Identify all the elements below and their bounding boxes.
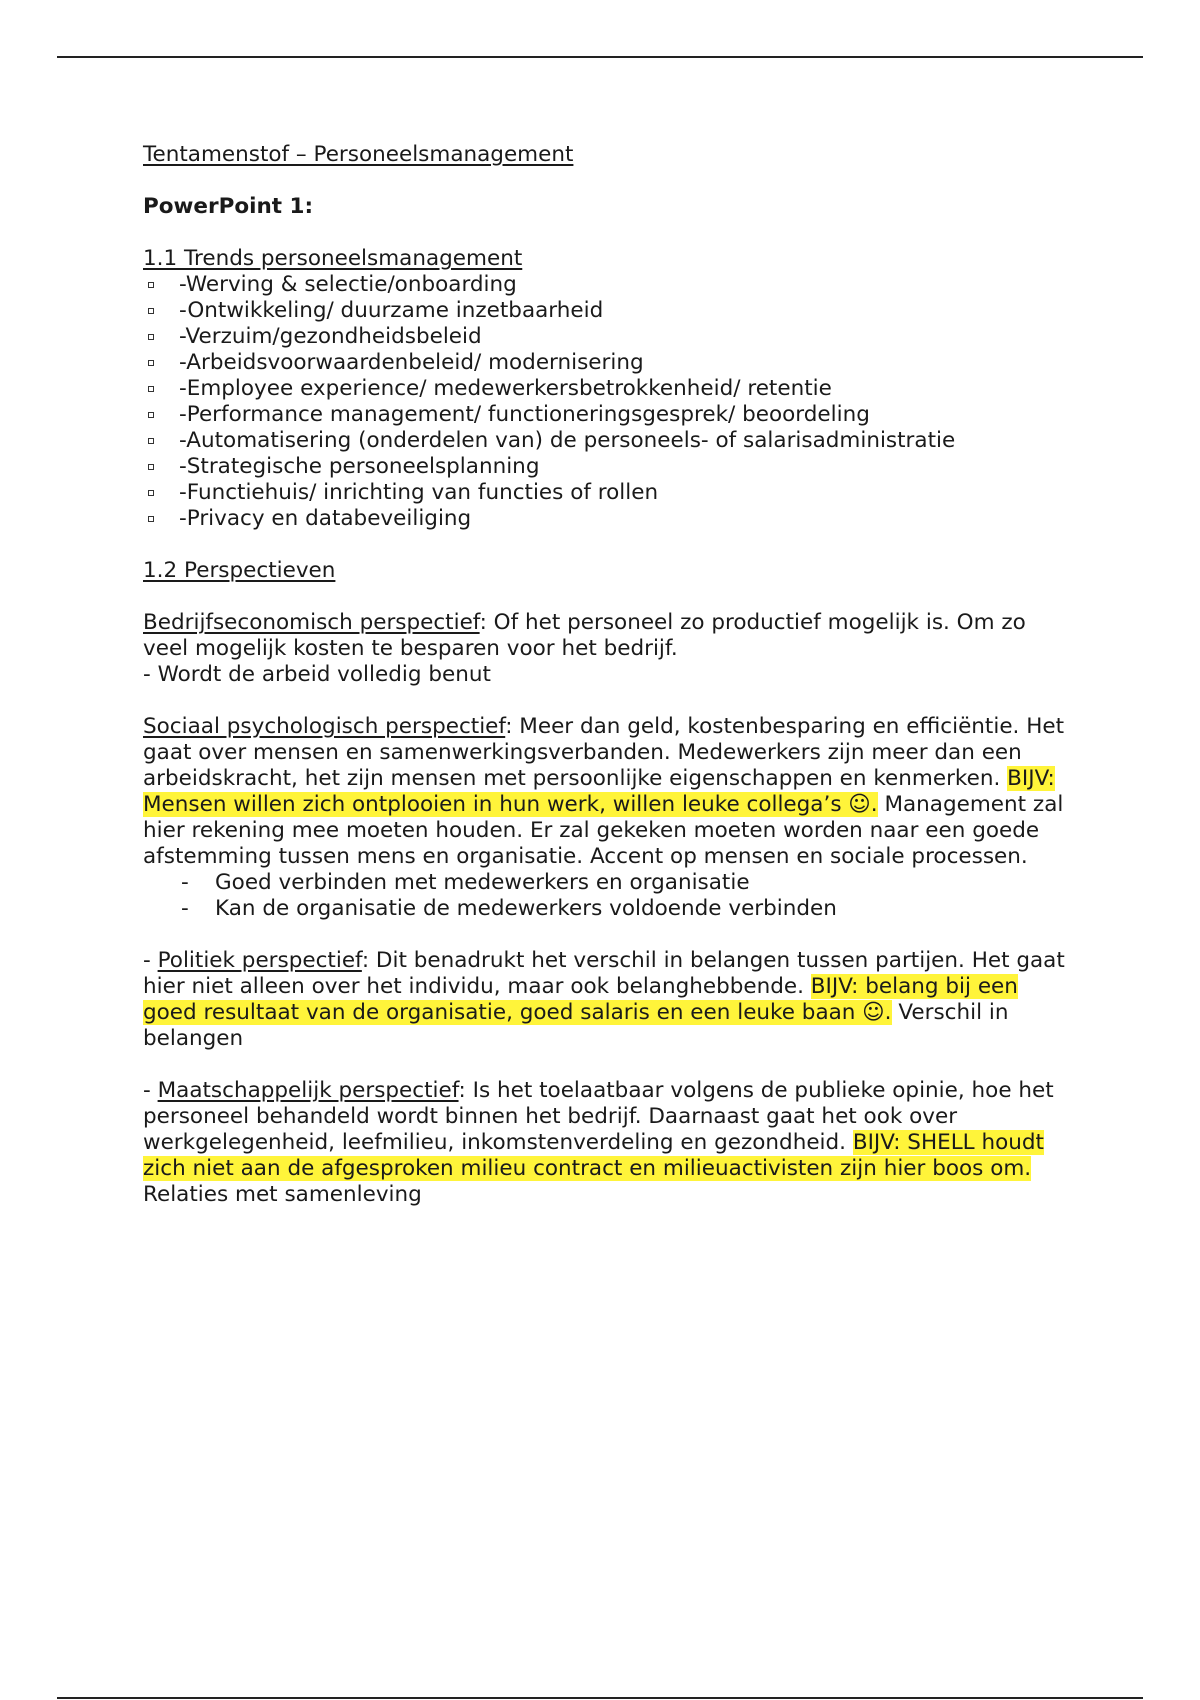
sociaal-paragraph bbox=[143, 714, 1068, 870]
list-item: -Werving & selectie/onboarding bbox=[143, 272, 1068, 298]
politiek-text: : Dit benadrukt het verschil in belangen tussen partijen. Het gaat hier niet alleen over het individu, maar ook belanghebbende. bbox=[143, 948, 1065, 999]
maatschappelijk-text-2: Relaties met samenleving bbox=[143, 1182, 422, 1207]
list-item: -Strategische personeelsplanning bbox=[143, 454, 1068, 480]
sociaal-text-2: Management zal hier rekening mee moeten houden. Er zal gekeken moeten worden naar een goede afstemming tussen mens en organisatie. Accent op mensen en sociale processen. bbox=[143, 792, 1064, 869]
trends-list bbox=[143, 272, 1068, 532]
politiek-highlight: BIJV: belang bij een goed resultaat van de organisatie, goed salaris en een leuke baan ☺. bbox=[143, 974, 1018, 1025]
maatschappelijk-prefix: - bbox=[143, 1078, 158, 1103]
sociaal-highlight: BIJV: Mensen willen zich ontplooien in hun werk, willen leuke collega’s ☺. bbox=[143, 766, 1055, 817]
footer-rule bbox=[57, 1697, 1143, 1699]
maatschappelijk-block bbox=[143, 1078, 1068, 1208]
list-item: - Goed verbinden met medewerkers en organisatie bbox=[181, 870, 1068, 896]
politiek-term: Politiek perspectief bbox=[157, 948, 362, 973]
powerpoint-heading: PowerPoint 1: bbox=[143, 194, 314, 219]
sociaal-text: : Meer dan geld, kostenbesparing en efficiëntie. Het gaat over mensen en samenwerkingsverbanden. Medewerkers zijn meer dan een arbeidskracht, het zijn mensen met persoonlijke eigenschappen en kenmerken. bbox=[143, 714, 1065, 791]
bedrijfseconomisch-note: - Wordt de arbeid volledig benut bbox=[143, 662, 491, 687]
politiek-block bbox=[143, 948, 1068, 1052]
list-item: -Privacy en databeveiliging bbox=[143, 506, 1068, 532]
sociaal-term: Sociaal psychologisch perspectief bbox=[143, 714, 506, 739]
maatschappelijk-text: : Is het toelaatbaar volgens de publieke opinie, hoe het personeel behandeld wordt binnen het bedrijf. Daarnaast gaat het ook over werkgelegenheid, leefmilieu, inkomstenverdeling en gezondheid. bbox=[143, 1078, 1054, 1155]
politiek-paragraph bbox=[143, 948, 1068, 1052]
bedrijfseconomisch-term: Bedrijfseconomisch perspectief bbox=[143, 610, 480, 635]
list-item: -Performance management/ functioneringsgesprek/ beoordeling bbox=[143, 402, 1068, 428]
list-item: -Ontwikkeling/ duurzame inzetbaarheid bbox=[143, 298, 1068, 324]
politiek-prefix: - bbox=[143, 948, 158, 973]
bedrijfseconomisch-block bbox=[143, 610, 1068, 688]
list-item: -Arbeidsvoorwaardenbeleid/ modernisering bbox=[143, 350, 1068, 376]
politiek-text-2: Verschil in belangen bbox=[143, 1000, 1009, 1051]
list-item: -Employee experience/ medewerkersbetrokkenheid/ retentie bbox=[143, 376, 1068, 402]
bedrijfseconomisch-paragraph bbox=[143, 610, 1068, 662]
list-item: -Functiehuis/ inrichting van functies of rollen bbox=[143, 480, 1068, 506]
list-item: -Verzuim/gezondheidsbeleid bbox=[143, 324, 1068, 350]
section-perspectives-title: 1.2 Perspectieven bbox=[143, 558, 336, 583]
list-item: -Automatisering (onderdelen van) de personeels- of salarisadministratie bbox=[143, 428, 1068, 454]
bedrijfseconomisch-text: : Of het personeel zo productief mogelijk is. Om zo veel mogelijk kosten te besparen voor het bedrijf. bbox=[143, 610, 1026, 661]
maatschappelijk-highlight: BIJV: SHELL houdt zich niet aan de afgesproken milieu contract en milieuactivisten zijn hier boos om. bbox=[143, 1130, 1044, 1181]
maatschappelijk-term: Maatschappelijk perspectief bbox=[157, 1078, 459, 1103]
document-page bbox=[143, 142, 1068, 1208]
sociaal-block bbox=[143, 714, 1068, 922]
document-title: Tentamenstof – Personeelsmanagement bbox=[143, 142, 574, 167]
sociaal-bullets bbox=[143, 870, 1068, 922]
maatschappelijk-paragraph bbox=[143, 1078, 1068, 1208]
list-item: - Kan de organisatie de medewerkers voldoende verbinden bbox=[181, 896, 1068, 922]
header-rule bbox=[57, 56, 1143, 58]
section-trends-title: 1.1 Trends personeelsmanagement bbox=[143, 246, 523, 271]
